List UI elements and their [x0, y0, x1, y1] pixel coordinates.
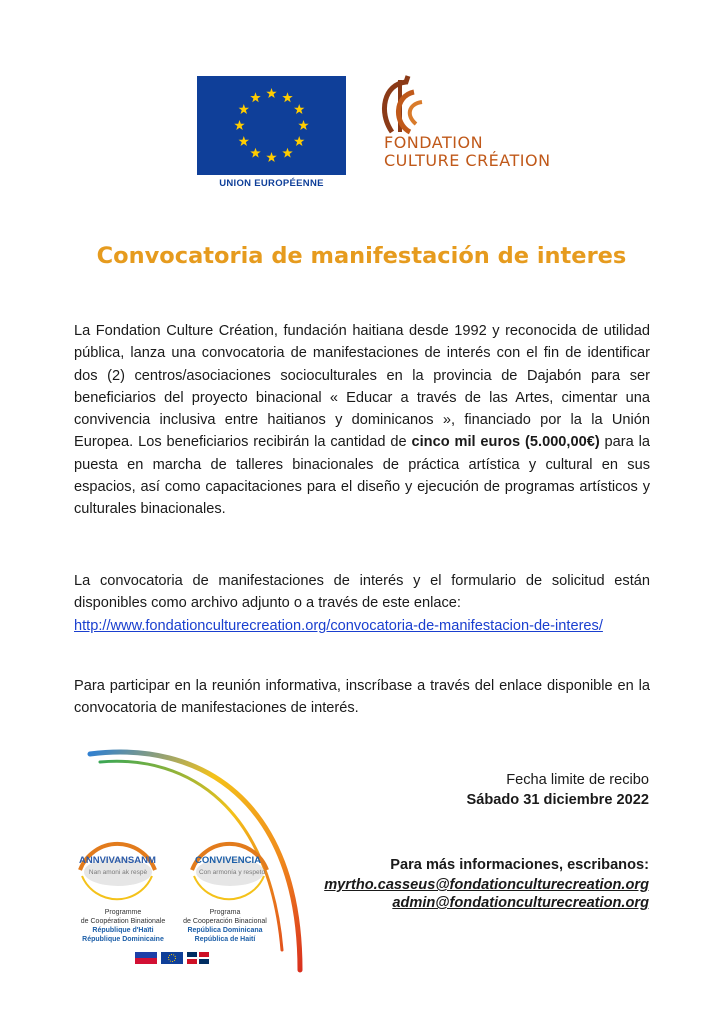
- meeting-paragraph: Para participar en la reunión informativa, inscríbase a través del enlace disponible en la convocatoria de manifestaciones de interés.: [74, 678, 650, 717]
- eu-flag-small-icon: [161, 952, 183, 964]
- haiti-flag-icon: [135, 952, 157, 964]
- annvivansanm-tagline: Nan amoni ak respè: [88, 869, 148, 876]
- deadline-date: Sábado 31 diciembre 2022: [466, 792, 649, 808]
- intro-text-b: para la puesta en marcha de talleres binacionales de práctica artística y cultural en sus espacios, así como capacitaciones para el diseño y ejecución de programas artísticos y culturales binacionales.: [74, 434, 650, 518]
- attachment-text: La convocatoria de manifestaciones de interés y el formulario de solicitud están disponibles como archivo adjunto o a través de este enlace:: [74, 573, 650, 612]
- page-title: Convocatoria de manifestación de interes: [96, 243, 627, 269]
- prog1-line2: de Coopération Binationale: [80, 918, 166, 925]
- programme-caption-fr: [68, 908, 178, 944]
- contact-title: Para más informaciones, escribanos:: [390, 857, 649, 873]
- call-link[interactable]: http://www.fondationculturecreation.org/convocatoria-de-manifestacion-de-interes/: [74, 617, 603, 634]
- prog1-line1: Programme: [104, 909, 142, 916]
- eu-flag-logo: [197, 76, 346, 175]
- amount-highlight: cinco mil euros (5.000,00€): [411, 434, 600, 451]
- annvivansanm-logo-text: ANNVIVANSANM: [79, 855, 156, 866]
- attachment-paragraph: [74, 570, 650, 637]
- prog2-line3: República Dominicana: [187, 927, 263, 934]
- eu-caption: UNION EUROPÉENNE: [219, 178, 324, 189]
- fondation-logo-line1: FONDATION: [384, 133, 484, 152]
- fondation-logo-line2: CULTURE CRÉATION: [384, 151, 551, 170]
- prog2-line1: Programa: [209, 909, 241, 916]
- convivencia-tagline: Con armonía y respeto: [198, 869, 266, 876]
- prog1-line3: République d'Haïti: [92, 927, 154, 934]
- prog2-line2: de Cooperación Binacional: [183, 918, 267, 925]
- decorative-arc: [0, 740, 330, 1024]
- email-link-2[interactable]: admin@fondationculturecreation.org: [392, 895, 649, 911]
- programa-caption-es: [170, 908, 280, 944]
- prog1-line4: République Dominicaine: [82, 936, 164, 943]
- intro-paragraph: [74, 320, 650, 521]
- dominican-flag-icon: [187, 952, 209, 964]
- email-link-1[interactable]: myrtho.casseus@fondationculturecreation.org: [324, 877, 649, 893]
- intro-text-a: La Fondation Culture Création, fundación haitiana desde 1992 y reconocida de utilidad pública, lanza una convocatoria de manifestaciones de interés con el fin de identificar dos (2) centros/asociaciones socioculturales en la provincia de Dajabón para ser beneficiarios del proyecto binacional « Educar a través de las Artes, cimentar una convivencia inclusiva entre haitianos y dominicanos », financiado por la la Unión Europea. Los beneficiarios recibirán la cantidad de: [74, 323, 650, 451]
- eu-stars-icon: [197, 76, 346, 175]
- convivencia-logo-text: CONVIVENCIA: [195, 855, 261, 866]
- prog2-line4: República de Haití: [194, 936, 256, 943]
- deadline-label: Fecha limite de recibo: [506, 772, 649, 788]
